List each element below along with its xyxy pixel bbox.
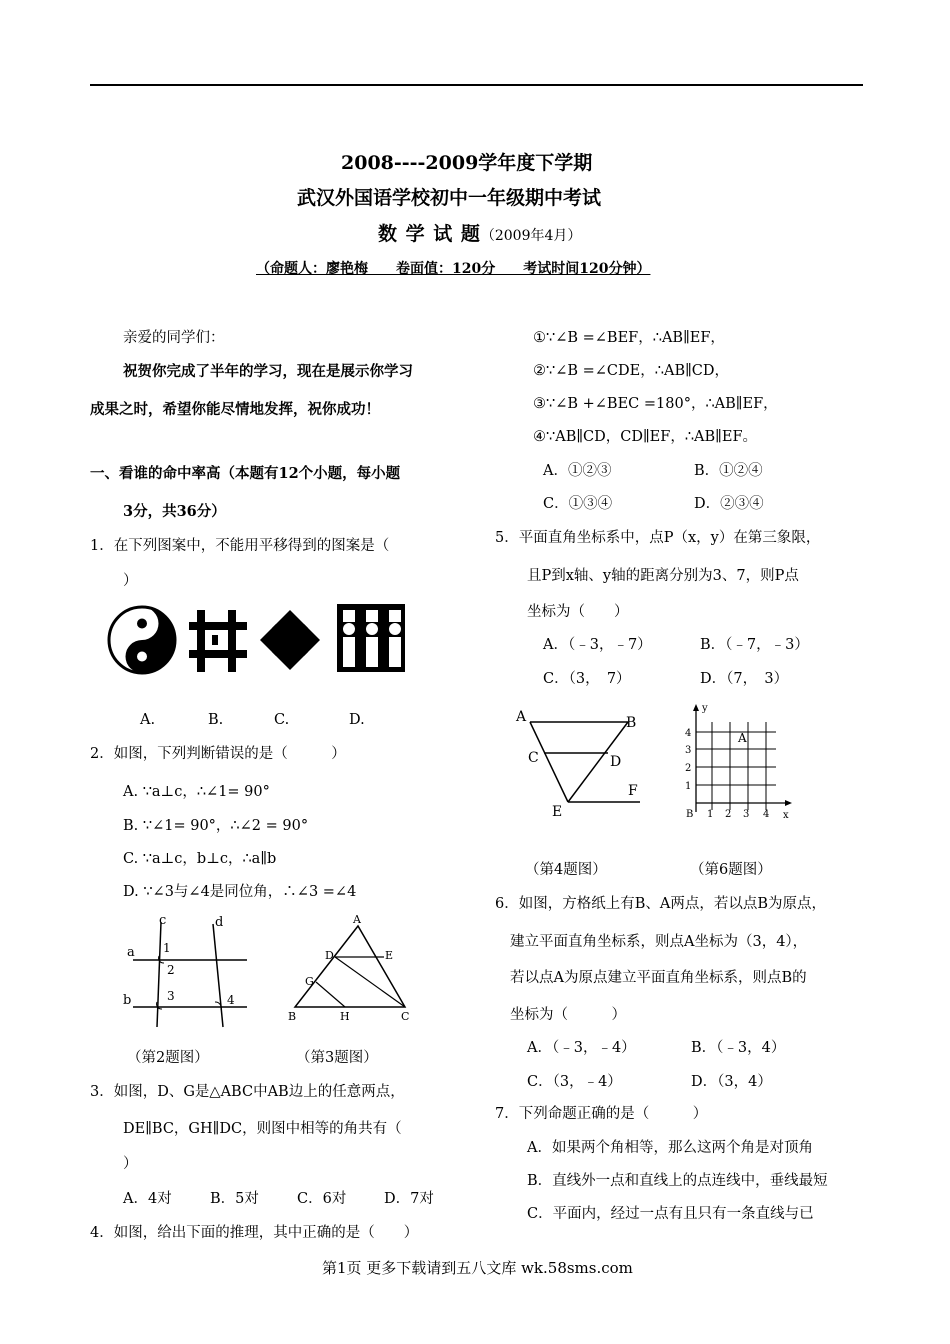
q3-label-C: C — [401, 1010, 410, 1023]
q7-option-b: B．直线外一点和直线上的点连线中，垂线最短 — [527, 1173, 828, 1189]
q4-label-C: C — [528, 750, 539, 766]
q7-option-c: C．平面内，经过一点有且只有一条直线与已 — [527, 1206, 814, 1222]
title-year: 2008----2009学年度下学期 — [341, 152, 593, 174]
q3-stem: 3．如图，D、G是△ABC中AB边上的任意两点， — [90, 1084, 405, 1100]
figures-pattern — [337, 604, 405, 672]
title-school: 武汉外国语学校初中一年级期中考试 — [297, 187, 602, 209]
q2-label-2: 2 — [167, 963, 175, 977]
q1-label-b: B. — [208, 712, 224, 728]
q4-option-d: D．②③④ — [694, 496, 764, 512]
q4-figure — [508, 702, 658, 822]
q1-label-d: D. — [349, 712, 365, 728]
q5-stem-cont: 且P到x轴、y轴的距离分别为3、7，则P点 — [527, 568, 799, 584]
q1-label-a: A. — [140, 712, 156, 728]
q1-label-c: C. — [274, 712, 290, 728]
q4-label-B: B — [626, 715, 637, 731]
q4-option-a: A．①②③ — [543, 463, 612, 479]
q3-option-b: B．5对 — [210, 1191, 259, 1207]
q6-tick-y1: 1 — [685, 781, 692, 792]
q6-point-B: B — [686, 809, 694, 820]
q3-label-E: E — [385, 949, 394, 962]
q5-option-d: D．（7， 3） — [700, 671, 789, 687]
q4-reason-3: ③∵∠B +∠BEC =180°，∴AB∥EF， — [533, 396, 778, 412]
q7-stem: 7．下列命题正确的是（ ） — [495, 1106, 708, 1122]
q3-label-A: A — [353, 913, 361, 926]
title-subject-main: 数 学 试 题 — [378, 223, 481, 245]
q4-option-b: B．①②④ — [694, 463, 763, 479]
q2-label-b: b — [123, 993, 132, 1008]
title-date: （2009年4月） — [480, 228, 582, 244]
q3-stem-cont: DE∥BC，GH∥DC，则图中相等的角共有（ — [123, 1121, 402, 1137]
q2-label-1: 1 — [163, 941, 171, 955]
greeting-line2: 成果之时，希望你能尽情地发挥，祝你成功！ — [90, 401, 380, 418]
q5-option-c: C．（3， 7） — [543, 671, 631, 687]
q3-label-G: G — [305, 975, 314, 988]
q5-stem-end: 坐标为（ ） — [527, 604, 629, 620]
q6-tick-x3: 3 — [743, 809, 750, 820]
q3-caption: （第3题图） — [296, 1050, 378, 1066]
q6-tick-x1: 1 — [707, 809, 714, 820]
q4-reason-4: ④∵AB∥CD，CD∥EF，∴AB∥EF。 — [533, 429, 758, 445]
q6-axis-y: y — [702, 703, 708, 714]
greeting-salutation: 亲爱的同学们： — [123, 330, 225, 346]
q6-tick-y4: 4 — [685, 728, 692, 739]
q3-figure — [285, 912, 420, 1027]
exam-meta: （命题人：廖艳梅 卷面值：120分 考试时间120分钟） — [256, 261, 651, 277]
q7-option-a: A．如果两个角相等，那么这两个角是对顶角 — [527, 1140, 813, 1156]
q3-label-B: B — [288, 1010, 297, 1023]
q4-label-F: F — [628, 783, 638, 799]
q2-label-d: d — [215, 915, 224, 930]
q2-option-a: A. ∵a⊥c，∴∠1= 90° — [123, 784, 270, 800]
q4-label-E: E — [552, 804, 563, 820]
q4-label-D: D — [610, 754, 622, 770]
q3-option-a: A．4对 — [123, 1191, 172, 1207]
yin-yang-pattern — [109, 607, 175, 673]
q6-caption: （第6题图） — [690, 862, 772, 878]
q4-caption: （第4题图） — [525, 862, 607, 878]
q6-stem-cont2: 若以点A为原点建立平面直角坐标系，则点B的 — [510, 970, 807, 986]
q6-axis-x: x — [783, 810, 789, 821]
section1-title-cont: 3分，共36分） — [123, 503, 226, 520]
q4-reason-2: ②∵∠B =∠CDE，∴AB∥CD， — [533, 363, 730, 379]
q6-tick-x2: 2 — [725, 809, 732, 820]
q4-option-c: C．①③④ — [543, 496, 613, 512]
q2-label-c: c — [159, 913, 167, 928]
q6-figure — [680, 700, 795, 825]
q6-tick-y3: 3 — [685, 745, 692, 756]
q4-label-A: A — [516, 709, 527, 725]
q5-option-a: A．（﹣3，﹣7） — [543, 637, 652, 653]
q2-option-b: B. ∵∠1= 90°，∴∠2 = 90° — [123, 818, 309, 834]
q6-stem-end: 坐标为（ ） — [510, 1007, 626, 1023]
q3-option-c: C．6对 — [297, 1191, 347, 1207]
q6-point-A: A — [738, 731, 747, 745]
cross-pattern — [189, 610, 247, 672]
q2-label-3: 3 — [167, 989, 175, 1003]
q6-stem-cont: 建立平面直角坐标系，则点A坐标为（3，4）， — [510, 934, 808, 950]
page-footer: 第1页 更多下载请到五八文库 wk.58sms.com — [322, 1259, 633, 1277]
q4-reason-1: ①∵∠B =∠BEF，∴AB∥EF， — [533, 330, 725, 346]
q6-tick-x4: 4 — [763, 809, 770, 820]
title-subject — [378, 219, 581, 246]
q2-label-a: a — [127, 945, 135, 960]
q3-label-D: D — [325, 949, 334, 962]
section1-title: 一、看谁的命中率高（本题有12个小题，每小题 — [90, 465, 401, 482]
greeting-line1: 祝贺你完成了半年的学习，现在是展示你学习 — [123, 363, 413, 380]
q2-option-d: D. ∵∠3与∠4是同位角，∴∠3 =∠4 — [123, 884, 357, 900]
diamond-pattern — [260, 610, 320, 670]
q6-option-b: B．（﹣3，4） — [691, 1040, 786, 1056]
q1-stem: 1．在下列图案中，不能用平移得到的图案是（ — [90, 538, 390, 554]
q2-figure — [115, 912, 255, 1032]
q5-option-b: B．（﹣7，﹣3） — [700, 637, 809, 653]
q2-stem: 2．如图，下列判断错误的是（ ） — [90, 746, 346, 762]
q6-option-d: D．（3，4） — [691, 1074, 772, 1090]
q3-stem-end: ） — [123, 1156, 138, 1172]
q3-label-H: H — [340, 1010, 350, 1023]
q2-option-c: C. ∵a⊥c，b⊥c，∴a∥b — [123, 851, 277, 867]
q2-caption: （第2题图） — [127, 1050, 209, 1066]
q6-tick-y2: 2 — [685, 763, 692, 774]
q1-patterns — [104, 602, 414, 677]
header-rule — [90, 84, 863, 86]
q3-option-d: D．7对 — [384, 1191, 434, 1207]
q2-label-4: 4 — [227, 993, 235, 1007]
q6-option-a: A．（﹣3，﹣4） — [527, 1040, 636, 1056]
q1-stem-cont: ） — [123, 573, 138, 589]
q4-stem: 4．如图，给出下面的推理，其中正确的是（ ） — [90, 1225, 419, 1241]
q6-option-c: C．（3，﹣4） — [527, 1074, 622, 1090]
q5-stem: 5．平面直角坐标系中，点P（x，y）在第三象限， — [495, 530, 821, 546]
q6-stem: 6．如图，方格纸上有B、A两点，若以点B为原点， — [495, 896, 827, 912]
